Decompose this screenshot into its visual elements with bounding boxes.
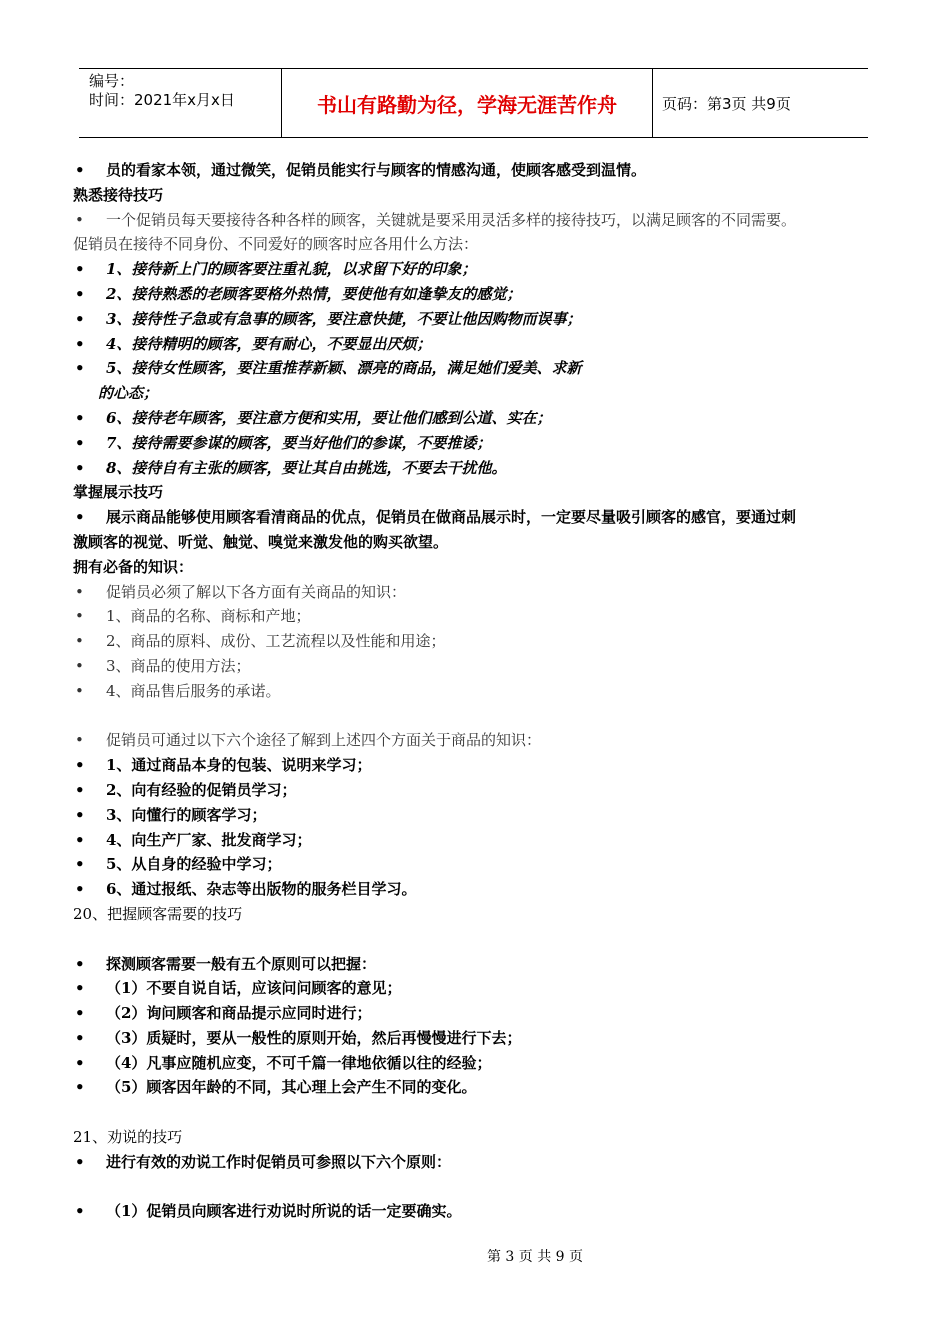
bullet: • — [75, 979, 85, 998]
list-item — [73, 753, 883, 778]
line-text: 促销员可通过以下六个途径了解到上述四个方面关于商品的知识： — [106, 731, 542, 750]
line-text: （5）顾客因年龄的不同，其心理上会产生不同的变化。 — [106, 1078, 477, 1097]
bullet: • — [75, 880, 85, 899]
bullet: • — [75, 508, 85, 527]
bullet: • — [75, 359, 85, 378]
blank-line — [73, 704, 883, 729]
list-item — [73, 580, 883, 605]
bullet: • — [75, 805, 85, 824]
header-motto: 书山有路勤为径，学海无涯苦作舟 — [281, 69, 653, 137]
list-item-continuation: 的心态； — [98, 384, 159, 403]
list-item — [73, 1001, 883, 1026]
bullet: • — [75, 161, 85, 179]
list-item — [73, 356, 883, 381]
list-item — [73, 952, 883, 977]
list-item — [73, 778, 883, 803]
section-heading: 21、劝说的技巧 — [73, 1128, 183, 1147]
line-text: （2）询问顾客和商品提示应同时进行； — [106, 1004, 372, 1023]
bullet: • — [75, 284, 85, 303]
list-item — [73, 852, 883, 877]
paragraph-line — [73, 158, 883, 183]
line-text: 4、商品售后服务的承诺。 — [106, 681, 281, 700]
section-heading: 熟悉接待技巧 — [73, 185, 164, 204]
bullet: • — [75, 731, 84, 750]
list-item — [73, 976, 883, 1001]
list-item — [73, 431, 883, 456]
number-label: 编号： — [89, 72, 135, 90]
bullet: • — [75, 458, 85, 477]
line-text: 员的看家本领，通过微笑，促销员能实行与顾客的情感沟通，使顾客感受到温情。 — [106, 161, 647, 179]
section-heading: 掌握展示技巧 — [73, 483, 164, 502]
bullet: • — [75, 830, 85, 849]
bullet: • — [75, 582, 84, 601]
blank-line — [73, 1175, 883, 1200]
bullet: • — [75, 408, 85, 427]
bullet: • — [75, 210, 84, 229]
list-item — [73, 1199, 883, 1224]
bullet: • — [75, 260, 85, 279]
bullet: • — [75, 309, 85, 328]
line-text: （1）促销员向顾客进行劝说时所说的话一定要确实。 — [106, 1202, 462, 1221]
blank-line — [73, 1100, 883, 1125]
header-meta — [79, 69, 281, 137]
section-heading: 20、把握顾客需要的技巧 — [73, 904, 243, 923]
document-body — [73, 158, 883, 1224]
paragraph-line: 激顾客的视觉、听觉、触觉、嗅觉来激发他的购买欲望。 — [73, 532, 449, 551]
line-text: 8、接待自有主张的顾客，要让其自由挑选，不要去干扰他。 — [106, 458, 507, 477]
list-item — [73, 654, 883, 679]
bullet: • — [75, 1202, 85, 1221]
list-item — [73, 332, 883, 357]
line-text: 进行有效的劝说工作时促销员可参照以下六个原则： — [106, 1152, 452, 1171]
paragraph-line — [73, 505, 883, 530]
list-item — [73, 728, 883, 753]
line-text: 4、接待精明的顾客，要有耐心，不要显出厌烦； — [106, 334, 432, 353]
line-text: （1）不要自说自话，应该问问顾客的意见； — [106, 979, 402, 998]
bullet: • — [75, 855, 85, 874]
line-text: 2、商品的原料、成份、工艺流程以及性能和用途； — [106, 632, 446, 651]
line-text: 1、商品的名称、商标和产地； — [106, 607, 311, 626]
line-text: 探测顾客需要一般有五个原则可以把握： — [106, 954, 377, 973]
paragraph-line — [73, 208, 883, 233]
line-text: 3、商品的使用方法； — [106, 656, 251, 675]
bullet: • — [75, 1152, 85, 1171]
bullet: • — [75, 656, 84, 675]
bullet: • — [75, 433, 85, 452]
bullet: • — [75, 1004, 85, 1023]
bullet: • — [75, 632, 84, 651]
line-text: 5、从自身的经验中学习； — [106, 855, 282, 874]
paragraph-line: 促销员在接待不同身份、不同爱好的顾客时应各用什么方法： — [73, 235, 479, 254]
page-footer: 第 3 页 共 9 页 — [486, 1249, 584, 1265]
line-text: 6、通过报纸、杂志等出版物的服务栏目学习。 — [106, 880, 417, 899]
list-item — [73, 679, 883, 704]
line-text: 2、接待熟悉的老顾客要格外热情，要使他有如逢挚友的感觉； — [106, 284, 522, 303]
time-label: 时间：2021年x月x日 — [89, 91, 235, 109]
line-text: 1、接待新上门的顾客要注重礼貌，以求留下好的印象； — [106, 260, 477, 279]
list-item — [73, 1026, 883, 1051]
bullet: • — [75, 756, 85, 775]
bullet: • — [75, 1078, 85, 1097]
section-heading: 拥有必备的知识： — [73, 557, 194, 576]
line-text: （3）质疑时，要从一般性的原则开始，然后再慢慢进行下去； — [106, 1028, 522, 1047]
line-text: 促销员必须了解以下各方面有关商品的知识： — [106, 582, 407, 601]
list-item — [73, 1150, 883, 1175]
list-item — [73, 1051, 883, 1076]
line-text: 1、通过商品本身的包装、说明来学习； — [106, 756, 372, 775]
line-text: 7、接待需要参谋的顾客，要当好他们的参谋，不要推诿； — [106, 433, 492, 452]
bullet: • — [75, 607, 84, 626]
line-text: 3、接待性子急或有急事的顾客，要注意快捷，不要让他因购物而误事； — [106, 309, 582, 328]
bullet: • — [75, 1053, 85, 1072]
list-item — [73, 604, 883, 629]
list-item — [73, 828, 883, 853]
line-text: 一个促销员每天要接待各种各样的顾客，关键就是要采用灵活多样的接待技巧，以满足顾客的不同需要。 — [106, 210, 797, 229]
line-text: 4、向生产厂家、批发商学习； — [106, 830, 312, 849]
list-item — [73, 282, 883, 307]
line-text: 3、向懂行的顾客学习； — [106, 805, 267, 824]
line-text: 2、向有经验的促销员学习； — [106, 780, 297, 799]
list-item — [73, 406, 883, 431]
line-text: 展示商品能够使用顾客看清商品的优点，促销员在做商品展示时，一定要尽量吸引顾客的感官，要通过刺 — [106, 508, 797, 527]
list-item — [73, 257, 883, 282]
list-item — [73, 877, 883, 902]
list-item — [73, 1075, 883, 1100]
bullet: • — [75, 954, 85, 973]
page-header — [79, 68, 868, 138]
line-text: 6、接待老年顾客，要注意方便和实用，要让他们感到公道、实在； — [106, 408, 552, 427]
bullet: • — [75, 1028, 85, 1047]
list-item — [73, 307, 883, 332]
blank-line — [73, 927, 883, 952]
bullet: • — [75, 334, 85, 353]
list-item — [73, 456, 883, 481]
line-text: （4）凡事应随机应变，不可千篇一律地依循以往的经验； — [106, 1053, 492, 1072]
header-page-code: 页码：第3页 共9页 — [662, 94, 791, 113]
bullet: • — [75, 681, 84, 700]
line-text: 5、接待女性顾客，要注重推荐新颖、漂亮的商品，满足她们爱美、求新 — [106, 359, 582, 378]
list-item — [73, 803, 883, 828]
bullet: • — [75, 780, 85, 799]
list-item — [73, 629, 883, 654]
